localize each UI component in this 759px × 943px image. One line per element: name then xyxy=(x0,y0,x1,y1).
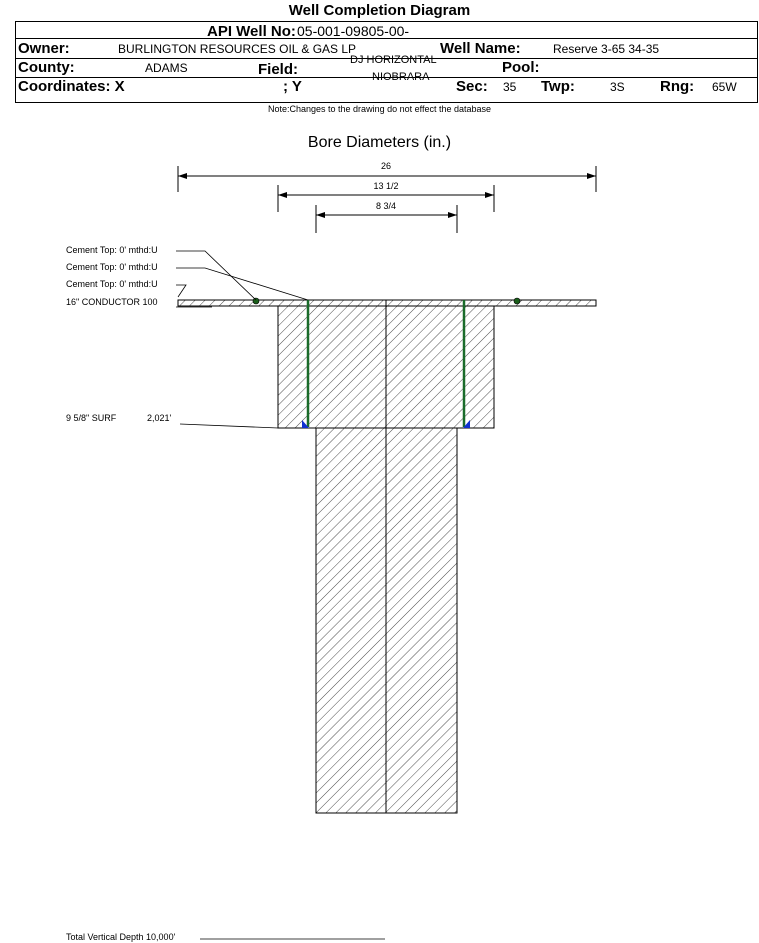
total-vertical-depth: Total Vertical Depth 10,000' xyxy=(66,932,176,942)
cement-top-label-2: Cement Top: 0' mthd:U xyxy=(66,262,158,272)
page-title: Well Completion Diagram xyxy=(288,2,471,19)
api-value: 05-001-09805-00- xyxy=(297,23,410,39)
conductor-label: 16" CONDUCTOR 100 xyxy=(66,297,158,307)
coordinates-label: Coordinates: X xyxy=(18,78,125,95)
field-label: Field: xyxy=(258,61,298,78)
surface-casing-depth: 2,021' xyxy=(147,413,172,423)
county-label: County: xyxy=(18,59,75,76)
cement-top-label-3: Cement Top: 0' mthd:U xyxy=(66,279,158,289)
well-name-label: Well Name: xyxy=(440,40,521,57)
pool-label: Pool: xyxy=(502,59,540,76)
note-text: Note:Changes to the drawing do not effect the database xyxy=(268,104,491,114)
rng-value: 65W xyxy=(712,80,737,94)
cement-top-marker-left xyxy=(253,298,259,304)
cement-top-label-1: Cement Top: 0' mthd:U xyxy=(66,245,158,255)
well-name-value: Reserve 3-65 34-35 xyxy=(553,42,660,56)
cement-top-marker-right xyxy=(514,298,520,304)
twp-value: 3S xyxy=(610,80,625,94)
owner-value: BURLINGTON RESOURCES OIL & GAS LP xyxy=(118,42,357,56)
bore-diameters-title: Bore Diameters (in.) xyxy=(307,134,452,151)
sec-label: Sec: xyxy=(456,78,488,95)
twp-label: Twp: xyxy=(541,78,575,95)
dimension-label-26: 26 xyxy=(380,161,391,171)
dimension-label-13-1-2: 13 1/2 xyxy=(373,181,399,191)
surface-casing-name: 9 5/8" SURF xyxy=(66,413,117,423)
conductor-casing xyxy=(178,300,596,306)
rng-label: Rng: xyxy=(660,78,695,95)
dimension-label-8-3-4: 8 3/4 xyxy=(375,201,397,211)
field-value-line2: NIOBRARA xyxy=(372,71,430,83)
sec-value: 35 xyxy=(503,80,517,94)
county-value: ADAMS xyxy=(145,61,188,75)
owner-label: Owner: xyxy=(18,40,70,57)
api-label: API Well No: xyxy=(207,23,296,40)
field-value-line1: DJ HORIZONTAL xyxy=(350,54,437,66)
y-label: ; Y xyxy=(283,78,302,95)
